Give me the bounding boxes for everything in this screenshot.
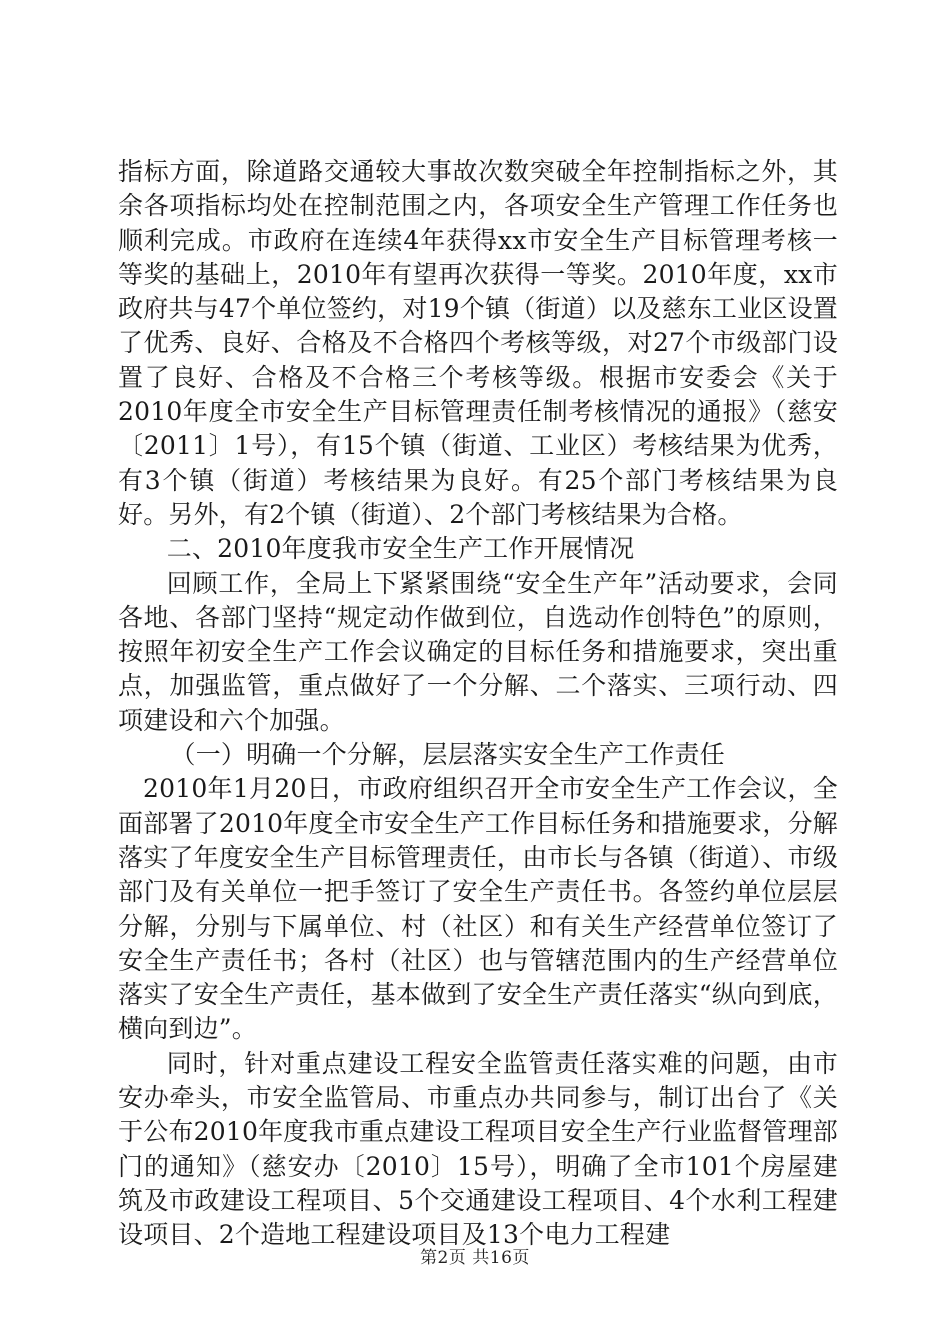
paragraph-safety-conference: 2010年1月20日，市政府组织召开全市安全生产工作会议，全面部署了2010年度全市安全生产工作目标任务和措施要求，分解落实了年度安全生产目标管理责任，由市长与各镇（街道）、市级部门及有关单位一把手签订了安全生产责任书。各签约单位层层分解，分别与下属单位、村（社区）和有关生产经营单位签订了安全生产责任书；各村（社区）也与管辖范围内的生产经营单位落实了安全生产责任，基本做到了安全生产责任落实“纵向到底，横向到边”。 (118, 774, 838, 1044)
subsection-heading-one: （一）明确一个分解，层层落实安全生产工作责任 (170, 740, 725, 770)
paragraph-assessment-results: 指标方面，除道路交通较大事故次数突破全年控制指标之外，其余各项指标均处在控制范围之内，各项安全生产管理工作任务也顺利完成。市政府在连续4年获得xx市安全生产目标管理考核一等奖的基础上，2010年有望再次获得一等奖。2010年度，xx市政府共与47个单位签约，对19个镇（街道）以及慈东工业区设置了优秀、良好、合格及不合格四个考核等级，对27个市级部门设置了良好、合格及不合格三个考核等级。根据市安委会《关于2010年度全市安全生产目标管理责任制考核情况的通报》（慈安〔2011〕1号），有15个镇（街道、工业区）考核结果为优秀，有3个镇（街道）考核结果为良好。有25个部门考核结果为良好。另外，有2个镇（街道）、2个部门考核结果为合格。 (118, 157, 838, 529)
paragraph-key-projects: 同时，针对重点建设工程安全监管责任落实难的问题，由市安办牵头，市安全监管局、市重点办共同参与，制订出台了《关于公布2010年度我市重点建设工程项目安全生产行业监督管理部门的通知》（慈安办〔2010〕15号），明确了全市101个房屋建筑及市政建设工程项目、5个交通建设工程项目、4个水利工程建设项目、2个造地工程建设项目及13个电力工程建 (118, 1048, 838, 1250)
paragraph-review-work: 回顾工作，全局上下紧紧围绕“安全生产年”活动要求，会同各地、各部门坚持“规定动作做到位，自选动作创特色”的原则，按照年初安全生产工作会议确定的目标任务和措施要求，突出重点，加强监管，重点做好了一个分解、二个落实、三项行动、四项建设和六个加强。 (118, 568, 838, 735)
page-number-footer: 第2页 共16页 (420, 1248, 530, 1268)
document-body (118, 155, 838, 1253)
section-heading-two: 二、2010年度我市安全生产工作开展情况 (166, 534, 635, 564)
